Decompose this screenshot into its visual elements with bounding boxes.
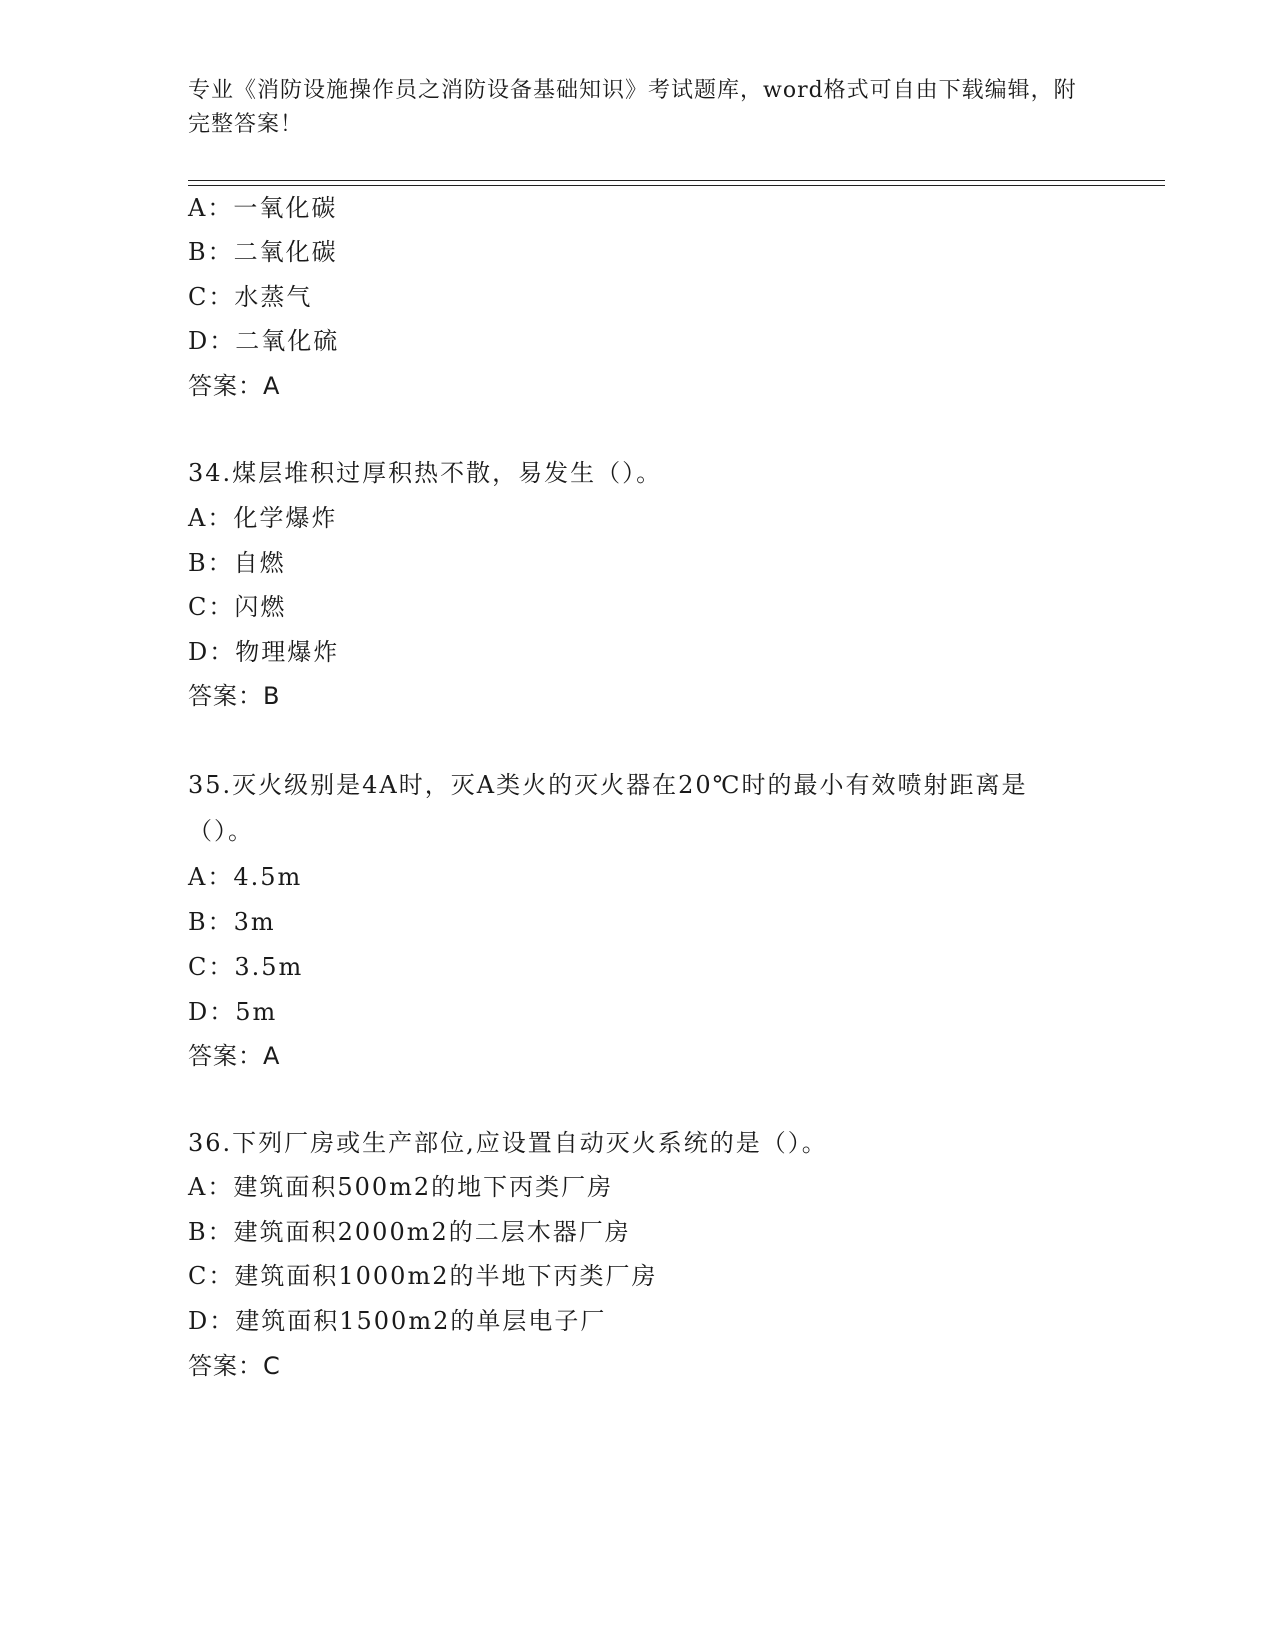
q36-answer: 答案：C [188, 1352, 281, 1380]
q33-option-b: B：二氧化碳 [188, 238, 338, 266]
q35-option-a: A：4.5m [188, 863, 303, 891]
q35-question: 35.灭火级别是4A时，灭A类火的灭火器在20℃时的最小有效喷射距离是（）。 [188, 771, 1028, 845]
q35-answer: 答案：A [188, 1042, 281, 1070]
q36-option-d: D：建筑面积1500m2的单层电子厂 [188, 1307, 607, 1335]
q33-option-d: D：二氧化硫 [188, 327, 340, 355]
q36-option-b: B：建筑面积2000m2的二层木器厂房 [188, 1218, 631, 1246]
q35-option-d: D：5m [188, 998, 278, 1026]
q34-option-a: A：化学爆炸 [188, 504, 338, 532]
document-header: 专业《消防设施操作员之消防设备基础知识》考试题库，word格式可自由下载编辑，附完整答案！ [188, 78, 1077, 137]
q36-question: 36.下列厂房或生产部位,应设置自动灭火系统的是（）。 [188, 1129, 828, 1157]
header-divider-bottom [188, 185, 1165, 186]
q34-option-c: C：闪燃 [188, 593, 287, 621]
q34-answer: 答案：B [188, 682, 281, 710]
q34-option-d: D：物理爆炸 [188, 638, 340, 666]
header-divider-top [188, 180, 1165, 181]
q35-option-b: B：3m [188, 908, 276, 936]
q33-option-c: C：水蒸气 [188, 283, 313, 311]
q33-answer: 答案：A [188, 372, 281, 400]
q36-option-c: C：建筑面积1000m2的半地下丙类厂房 [188, 1262, 658, 1290]
q36-option-a: A：建筑面积500m2的地下丙类厂房 [188, 1173, 614, 1201]
q33-option-a: A：一氧化碳 [188, 194, 338, 222]
q34-option-b: B：自燃 [188, 549, 286, 577]
q34-question: 34.煤层堆积过厚积热不散，易发生（）。 [188, 459, 663, 487]
q35-option-c: C：3.5m [188, 953, 304, 981]
